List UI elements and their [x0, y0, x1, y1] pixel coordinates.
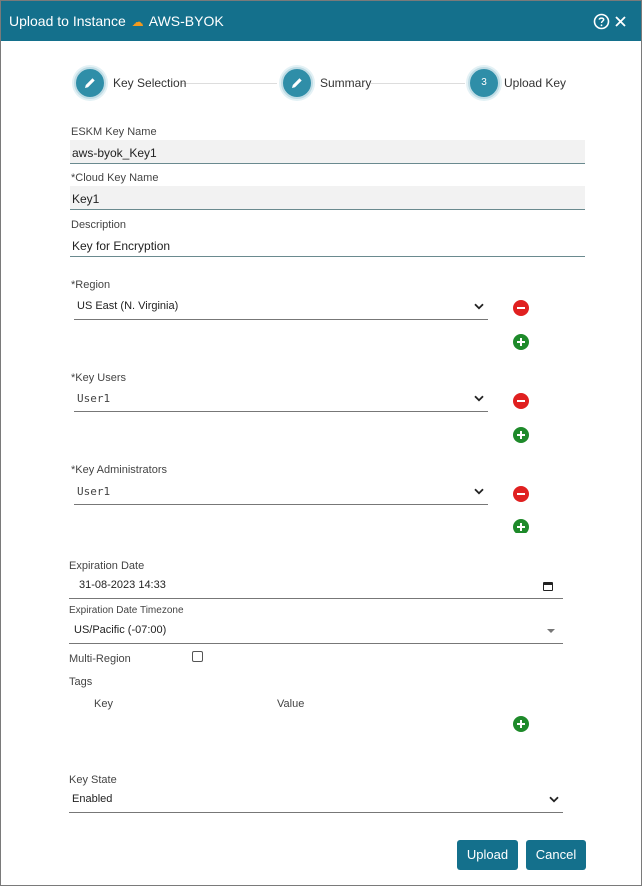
key-state-label: Key State — [69, 774, 117, 786]
key-administrators-select[interactable] — [74, 481, 488, 505]
chevron-down-icon — [549, 796, 559, 803]
description-label: Description — [71, 219, 127, 231]
step-circle — [281, 67, 313, 99]
caret-down-icon — [547, 629, 555, 633]
add-key-user-button[interactable] — [513, 427, 529, 443]
chevron-down-icon — [474, 303, 484, 310]
pencil-icon — [290, 76, 304, 90]
eskm-key-name-field: aws-byok_Key1 — [70, 140, 585, 164]
expiration-date-input[interactable] — [69, 575, 563, 599]
expiration-date-value: 31-08-2023 14:33 — [79, 579, 166, 591]
expiration-timezone-label: Expiration Date Timezone — [69, 605, 184, 616]
chevron-down-icon — [474, 488, 484, 495]
add-tag-button[interactable] — [513, 716, 529, 732]
expiration-date-label: Expiration Date — [69, 560, 145, 572]
region-label: *Region — [71, 279, 111, 291]
upload-button[interactable]: Upload — [457, 840, 518, 870]
calendar-icon[interactable] — [543, 582, 553, 591]
key-users-select[interactable] — [74, 388, 488, 412]
add-region-button[interactable] — [513, 334, 529, 350]
tags-value-header: Value — [277, 698, 305, 710]
step-label: Key Selection — [113, 76, 187, 90]
step-label: Summary — [320, 76, 372, 90]
key-administrators-label: *Key Administrators — [71, 464, 167, 476]
step-circle — [74, 67, 106, 99]
remove-region-button[interactable] — [513, 300, 529, 316]
step-number: 3 — [468, 67, 500, 99]
help-circle-icon[interactable] — [593, 13, 610, 30]
region-value: US East (N. Virginia) — [77, 300, 179, 312]
expiration-timezone-select[interactable] — [69, 620, 563, 644]
expiration-timezone-value: US/Pacific (-07:00) — [74, 624, 167, 636]
region-select[interactable] — [74, 296, 488, 320]
add-key-administrator-button[interactable] — [513, 519, 529, 533]
multi-region-checkbox[interactable] — [192, 651, 203, 662]
chevron-down-icon — [474, 395, 484, 402]
stepper-connector — [371, 83, 465, 84]
key-state-select[interactable] — [69, 789, 563, 813]
remove-key-administrator-button[interactable] — [513, 486, 529, 502]
key-administrators-value: User1 — [77, 485, 111, 498]
pencil-icon — [83, 76, 97, 90]
multi-region-label: Multi-Region — [69, 653, 131, 665]
close-icon[interactable] — [613, 14, 628, 29]
cloud-key-name-input[interactable]: Key1 — [70, 186, 585, 210]
cancel-button[interactable]: Cancel — [526, 840, 586, 870]
dialog-title-name: AWS-BYOK — [148, 13, 224, 29]
dialog-title — [9, 13, 224, 29]
dialog-title-prefix: Upload to Instance — [9, 13, 126, 29]
step-summary[interactable] — [281, 67, 371, 99]
key-users-value: User1 — [77, 392, 111, 405]
key-users-label: *Key Users — [71, 372, 127, 384]
remove-key-user-button[interactable] — [513, 393, 529, 409]
add-key-administrator-clip — [513, 519, 529, 533]
dialog-titlebar — [1, 1, 641, 41]
key-state-value: Enabled — [72, 793, 113, 805]
step-upload-key — [468, 67, 568, 99]
tags-label: Tags — [69, 676, 93, 688]
description-input[interactable]: Key for Encryption — [70, 233, 585, 257]
step-key-selection[interactable] — [74, 67, 187, 99]
step-label: Upload Key — [504, 76, 567, 90]
stepper-connector — [181, 83, 277, 84]
eskm-key-name-label: ESKM Key Name — [71, 126, 157, 138]
cloud-icon: ☁ — [131, 15, 144, 29]
cloud-key-name-label: *Cloud Key Name — [71, 172, 159, 184]
tags-key-header: Key — [94, 698, 113, 710]
